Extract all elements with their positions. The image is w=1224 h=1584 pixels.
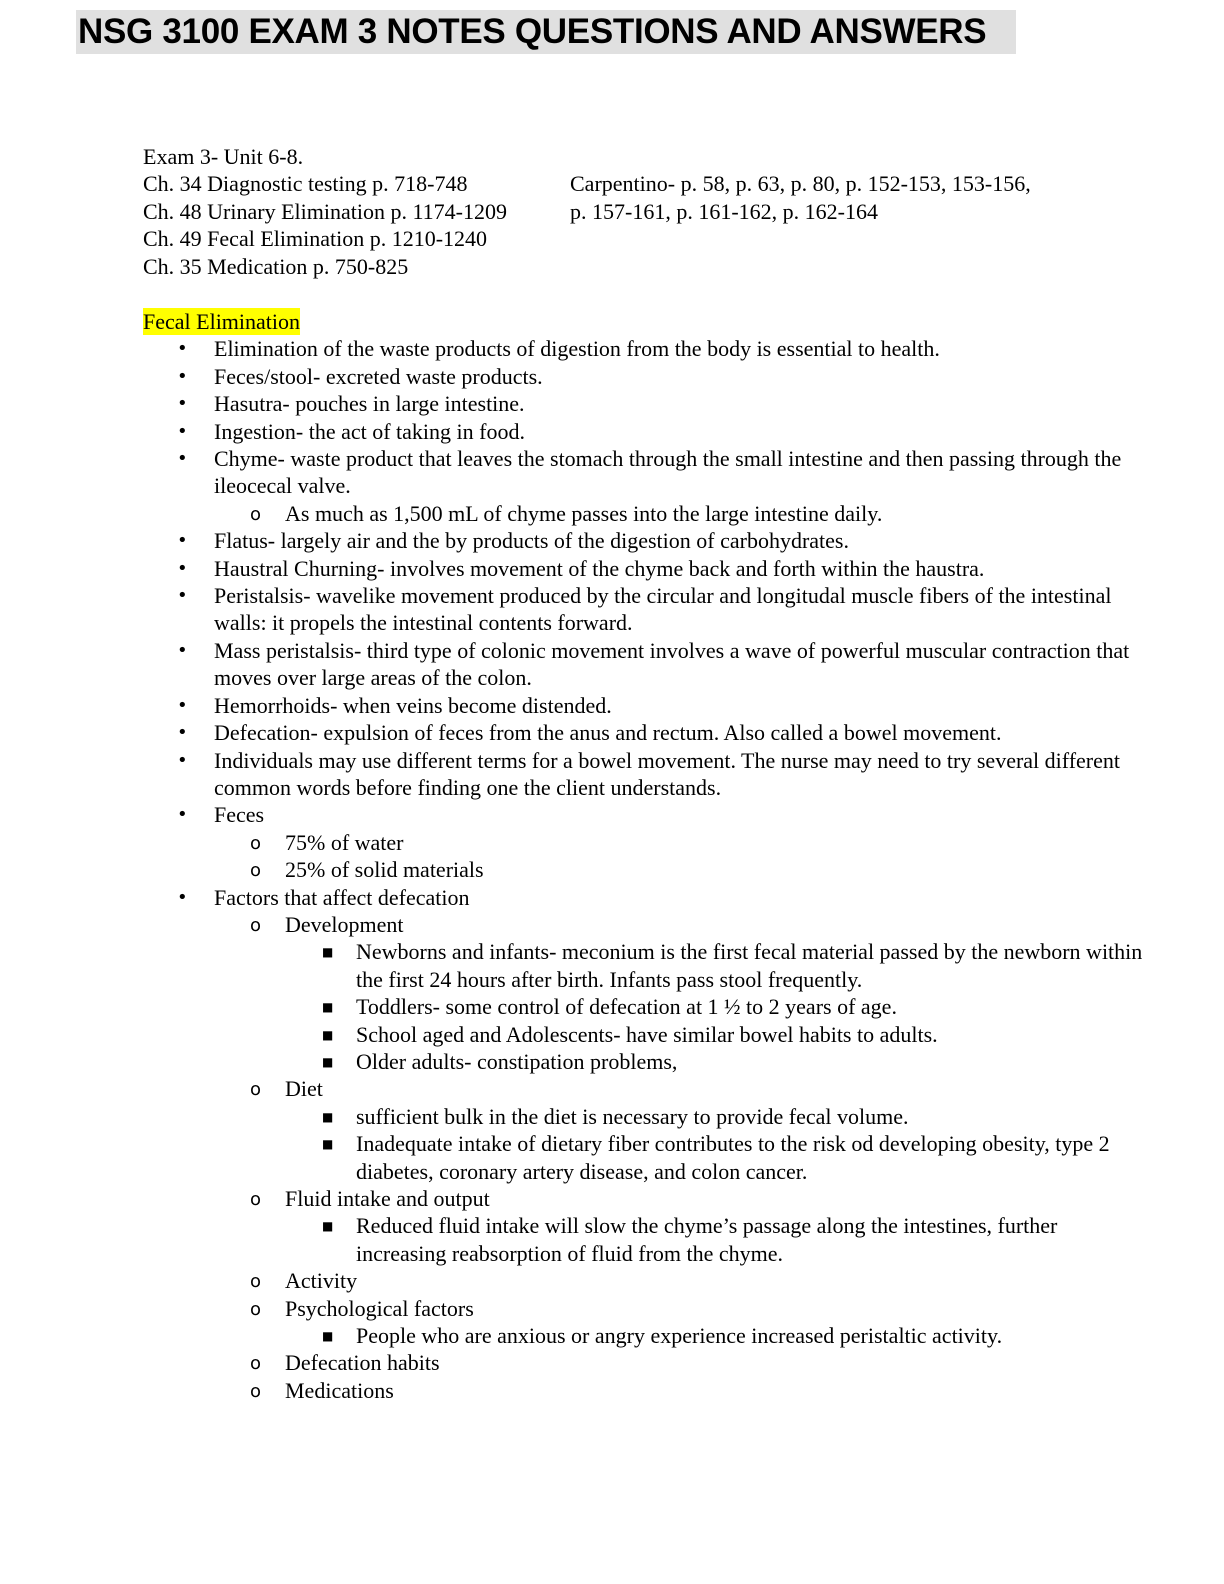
bullet-icon: • (177, 722, 188, 744)
bullet-icon: • (177, 530, 188, 552)
square-bullet-icon: ■ (322, 1329, 334, 1344)
bullet-icon: • (177, 557, 188, 579)
notes-subsublist (143, 1212, 1143, 1267)
bullet-icon: • (177, 749, 188, 771)
square-bullet-icon: ■ (322, 1137, 334, 1152)
list-item: • Peristalsis- wavelike movement produced by the circular and longitudal muscle fibers of the intestinal walls: it propels the intestinal contents forward. (177, 583, 1112, 636)
list-item: ■ sufficient bulk in the diet is necessary to provide fecal volume. (143, 1103, 1143, 1130)
bullet-icon: • (177, 420, 188, 442)
document-body (143, 143, 1143, 1404)
ref-line: Exam 3- Unit 6-8. (143, 144, 304, 169)
references-block (143, 143, 1143, 281)
notes-sublist (143, 500, 1143, 527)
square-bullet-icon: ■ (322, 1054, 334, 1069)
list-item: • Chyme- waste product that leaves the stomach through the small intestine and then passing through the ileocecal valve. (177, 446, 1122, 499)
circle-bullet-icon: o (250, 1079, 262, 1101)
list-item: • Feces (177, 802, 265, 828)
list-item: o Medications (143, 1377, 1143, 1404)
notes-sublist (143, 1267, 1143, 1322)
list-item: • Hasutra- pouches in large intestine. (177, 391, 525, 417)
circle-bullet-icon: o (250, 1189, 262, 1210)
square-bullet-icon: ■ (322, 1109, 334, 1124)
list-item: o 75% of water (143, 829, 1143, 856)
circle-bullet-icon: o (250, 914, 262, 936)
circle-bullet-icon: o (250, 503, 262, 525)
bullet-icon: • (177, 585, 188, 607)
list-item: • Mass peristalsis- third type of colonic movement involves a wave of powerful muscular contraction that moves over large areas of the colon. (177, 637, 1130, 691)
square-bullet-icon: ■ (322, 1000, 334, 1015)
notes-sublist (143, 1185, 1143, 1212)
list-item: • Feces/stool- excreted waste products. (177, 363, 543, 389)
notes-list (143, 335, 1143, 499)
list-item: ■ Newborns and infants- meconium is the first fecal material passed by the newborn within the first 24 hours after birth. Infants pass stool frequently. (322, 939, 1143, 992)
notes-sublist (143, 1349, 1143, 1404)
list-item: o As much as 1,500 mL of chyme passes into the large intestine daily. (143, 500, 1143, 527)
list-item: o 25% of solid materials (143, 856, 1143, 883)
list-item: ■ Older adults- constipation problems, (143, 1048, 1143, 1075)
list-item: • Factors that affect defecation (177, 884, 470, 910)
notes-sublist (143, 1075, 1143, 1102)
bullet-icon: • (177, 448, 188, 470)
circle-bullet-icon: o (250, 860, 262, 882)
list-item: o Development (143, 911, 1143, 938)
ref-line: p. 157-161, p. 161-162, p. 162-164 (570, 198, 878, 224)
list-item: o Diet (143, 1075, 1143, 1102)
list-item: ■ Toddlers- some control of defecation at 1 ½ to 2 years of age. (143, 993, 1143, 1020)
bullet-icon: • (177, 338, 188, 360)
list-item: • Flatus- largely air and the by products of the digestion of carbohydrates. (177, 528, 849, 554)
document-title: NSG 3100 EXAM 3 NOTES QUESTIONS AND ANSWERS (78, 12, 987, 51)
list-item: • Individuals may use different terms for a bowel movement. The nurse may need to try several different common words before finding one the client understands. (177, 747, 1120, 800)
ref-line: Ch. 34 Diagnostic testing p. 718-748 (143, 171, 468, 197)
circle-bullet-icon: o (250, 1271, 262, 1293)
list-item: o Fluid intake and output (143, 1185, 1143, 1212)
references-right-column (570, 170, 1031, 225)
circle-bullet-icon: o (250, 1380, 262, 1402)
ref-line: Carpentino- p. 58, p. 63, p. 80, p. 152-153, 153-156, (570, 171, 1031, 197)
list-item: • Hemorrhoids- when veins become distended. (177, 692, 612, 718)
circle-bullet-icon: o (250, 832, 262, 854)
list-item: o Defecation habits (143, 1349, 1143, 1376)
list-item: ■ Reduced fluid intake will slow the chyme’s passage along the intestines, further increasing reabsorption of fluid from the chyme. (322, 1213, 1058, 1266)
square-bullet-icon: ■ (322, 945, 334, 960)
ref-line: Ch. 49 Fecal Elimination p. 1210-1240 (143, 226, 488, 252)
notes-sublist (143, 829, 1143, 884)
bullet-icon: • (177, 639, 188, 661)
bullet-icon: • (177, 694, 188, 716)
list-item: ■ Inadequate intake of dietary fiber contributes to the risk od developing obesity, type 2 diabetes, coronary artery disease, and colon cancer. (322, 1131, 1110, 1184)
list-item: • Defecation- expulsion of feces from the anus and rectum. Also called a bowel movement. (177, 720, 1002, 746)
list-item: o Psychological factors (143, 1295, 1143, 1322)
list-item: ■ School aged and Adolescents- have similar bowel habits to adults. (143, 1021, 1143, 1048)
bullet-icon: • (177, 886, 188, 908)
references-left-column (143, 143, 507, 280)
square-bullet-icon: ■ (322, 1219, 334, 1234)
bullet-icon: • (177, 365, 188, 387)
list-item: o Activity (143, 1267, 1143, 1294)
list-item: • Ingestion- the act of taking in food. (177, 418, 525, 444)
section-title: Fecal Elimination (143, 309, 301, 334)
circle-bullet-icon: o (250, 1353, 262, 1375)
bullet-icon: • (177, 393, 188, 415)
list-item: • Elimination of the waste products of digestion from the body is essential to health. (177, 336, 940, 362)
ref-line: Ch. 35 Medication p. 750-825 (143, 253, 409, 279)
notes-subsublist (143, 1322, 1143, 1349)
circle-bullet-icon: o (250, 1298, 262, 1320)
square-bullet-icon: ■ (322, 1027, 334, 1042)
list-item: • Haustral Churning- involves movement of the chyme back and forth within the haustra. (177, 555, 985, 581)
notes-list (143, 527, 1143, 828)
notes-subsublist (143, 1103, 1143, 1185)
notes-subsublist (143, 938, 1143, 1075)
ref-line: Ch. 48 Urinary Elimination p. 1174-1209 (143, 198, 507, 224)
bullet-icon: • (177, 804, 188, 826)
notes-list (143, 884, 1143, 911)
list-item: ■ People who are anxious or angry experience increased peristaltic activity. (143, 1322, 1143, 1349)
notes-sublist (143, 911, 1143, 938)
